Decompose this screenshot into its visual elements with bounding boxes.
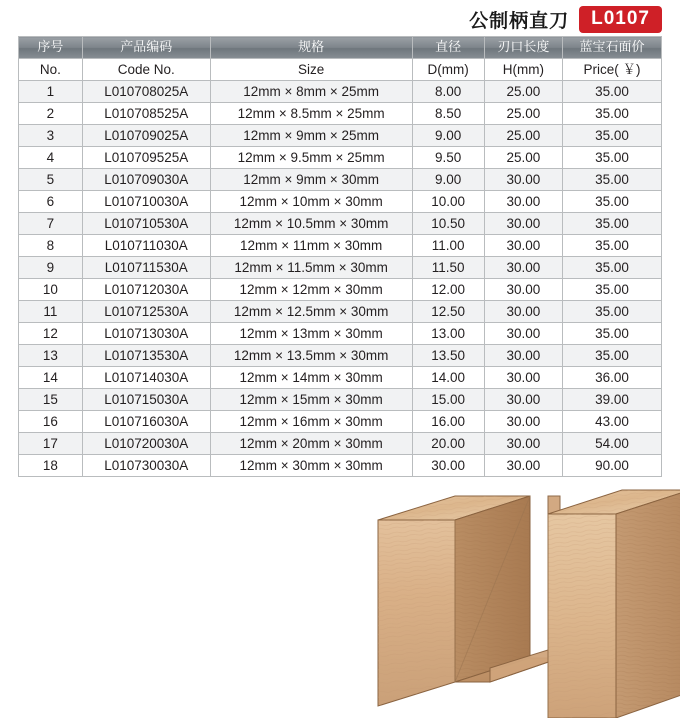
cell-no: 6 xyxy=(19,191,83,213)
cell-price: 35.00 xyxy=(563,345,662,367)
cell-price: 39.00 xyxy=(563,389,662,411)
cell-diameter: 9.00 xyxy=(412,125,484,147)
cell-code: L010712530A xyxy=(82,301,210,323)
header-cn-price: 蓝宝石面价 xyxy=(563,37,662,59)
spec-table-wrap xyxy=(0,36,680,477)
cell-diameter: 11.00 xyxy=(412,235,484,257)
cell-code: L010712030A xyxy=(82,279,210,301)
cell-size: 12mm × 15mm × 30mm xyxy=(210,389,412,411)
cell-no: 14 xyxy=(19,367,83,389)
cell-price: 35.00 xyxy=(563,279,662,301)
product-code-badge: L0107 xyxy=(579,6,662,33)
header-en-len: H(mm) xyxy=(484,59,562,81)
table-row xyxy=(19,389,662,411)
cell-no: 15 xyxy=(19,389,83,411)
table-row xyxy=(19,235,662,257)
table-row xyxy=(19,367,662,389)
cell-no: 4 xyxy=(19,147,83,169)
cell-length: 30.00 xyxy=(484,257,562,279)
cell-diameter: 9.00 xyxy=(412,169,484,191)
cell-code: L010709025A xyxy=(82,125,210,147)
cell-length: 25.00 xyxy=(484,147,562,169)
header-cn-len: 刃口长度 xyxy=(484,37,562,59)
cell-code: L010709030A xyxy=(82,169,210,191)
cell-code: L010716030A xyxy=(82,411,210,433)
cell-size: 12mm × 9mm × 30mm xyxy=(210,169,412,191)
cell-no: 18 xyxy=(19,455,83,477)
cell-length: 30.00 xyxy=(484,345,562,367)
cell-size: 12mm × 11mm × 30mm xyxy=(210,235,412,257)
cell-diameter: 20.00 xyxy=(412,433,484,455)
cell-diameter: 10.50 xyxy=(412,213,484,235)
cell-size: 12mm × 14mm × 30mm xyxy=(210,367,412,389)
cell-code: L010708525A xyxy=(82,103,210,125)
page-title: 公制柄直刀 xyxy=(469,9,570,32)
cell-size: 12mm × 12mm × 30mm xyxy=(210,279,412,301)
header-en-dia: D(mm) xyxy=(412,59,484,81)
cell-length: 30.00 xyxy=(484,213,562,235)
cell-code: L010715030A xyxy=(82,389,210,411)
header-cn-code: 产品编码 xyxy=(82,37,210,59)
cell-code: L010714030A xyxy=(82,367,210,389)
table-row xyxy=(19,257,662,279)
cell-no: 12 xyxy=(19,323,83,345)
cell-length: 25.00 xyxy=(484,103,562,125)
cell-diameter: 12.50 xyxy=(412,301,484,323)
cell-diameter: 14.00 xyxy=(412,367,484,389)
cell-size: 12mm × 16mm × 30mm xyxy=(210,411,412,433)
cell-price: 35.00 xyxy=(563,191,662,213)
cell-length: 30.00 xyxy=(484,389,562,411)
cell-price: 35.00 xyxy=(563,81,662,103)
table-row xyxy=(19,169,662,191)
cell-price: 35.00 xyxy=(563,323,662,345)
cell-no: 16 xyxy=(19,411,83,433)
cell-diameter: 16.00 xyxy=(412,411,484,433)
cell-length: 30.00 xyxy=(484,455,562,477)
table-row xyxy=(19,125,662,147)
cell-price: 43.00 xyxy=(563,411,662,433)
page-header xyxy=(0,0,680,36)
cell-size: 12mm × 11.5mm × 30mm xyxy=(210,257,412,279)
cell-no: 17 xyxy=(19,433,83,455)
cell-diameter: 8.50 xyxy=(412,103,484,125)
table-row xyxy=(19,433,662,455)
header-en-price: Price( ￥) xyxy=(563,59,662,81)
cell-code: L010711530A xyxy=(82,257,210,279)
table-row xyxy=(19,279,662,301)
cell-no: 1 xyxy=(19,81,83,103)
cell-code: L010720030A xyxy=(82,433,210,455)
cell-size: 12mm × 10mm × 30mm xyxy=(210,191,412,213)
cell-length: 25.00 xyxy=(484,81,562,103)
table-row xyxy=(19,301,662,323)
cell-price: 36.00 xyxy=(563,367,662,389)
cell-size: 12mm × 20mm × 30mm xyxy=(210,433,412,455)
header-cn-dia: 直径 xyxy=(412,37,484,59)
cell-length: 30.00 xyxy=(484,191,562,213)
cell-no: 13 xyxy=(19,345,83,367)
cell-length: 30.00 xyxy=(484,169,562,191)
cell-price: 35.00 xyxy=(563,125,662,147)
cell-price: 35.00 xyxy=(563,103,662,125)
wood-block-svg xyxy=(0,482,680,718)
cell-price: 35.00 xyxy=(563,257,662,279)
cell-code: L010710030A xyxy=(82,191,210,213)
cell-code: L010713530A xyxy=(82,345,210,367)
cell-price: 35.00 xyxy=(563,147,662,169)
cell-length: 30.00 xyxy=(484,367,562,389)
cell-length: 30.00 xyxy=(484,411,562,433)
cell-code: L010713030A xyxy=(82,323,210,345)
cell-no: 5 xyxy=(19,169,83,191)
cell-length: 30.00 xyxy=(484,279,562,301)
cell-no: 8 xyxy=(19,235,83,257)
cell-price: 90.00 xyxy=(563,455,662,477)
cell-size: 12mm × 12.5mm × 30mm xyxy=(210,301,412,323)
cell-code: L010708025A xyxy=(82,81,210,103)
cell-length: 25.00 xyxy=(484,125,562,147)
cell-size: 12mm × 10.5mm × 30mm xyxy=(210,213,412,235)
header-en-code: Code No. xyxy=(82,59,210,81)
cell-price: 35.00 xyxy=(563,169,662,191)
cell-price: 54.00 xyxy=(563,433,662,455)
cell-length: 30.00 xyxy=(484,323,562,345)
cell-no: 11 xyxy=(19,301,83,323)
table-row xyxy=(19,147,662,169)
table-row xyxy=(19,455,662,477)
table-row xyxy=(19,81,662,103)
table-row xyxy=(19,213,662,235)
cell-diameter: 30.00 xyxy=(412,455,484,477)
cell-diameter: 12.00 xyxy=(412,279,484,301)
table-row xyxy=(19,103,662,125)
header-en-size: Size xyxy=(210,59,412,81)
header-en-no: No. xyxy=(19,59,83,81)
cell-length: 30.00 xyxy=(484,235,562,257)
cell-size: 12mm × 30mm × 30mm xyxy=(210,455,412,477)
cell-diameter: 13.00 xyxy=(412,323,484,345)
header-cn-no: 序号 xyxy=(19,37,83,59)
cell-size: 12mm × 9.5mm × 25mm xyxy=(210,147,412,169)
table-row xyxy=(19,411,662,433)
cell-size: 12mm × 8.5mm × 25mm xyxy=(210,103,412,125)
table-header-en xyxy=(19,59,662,81)
cell-code: L010711030A xyxy=(82,235,210,257)
cell-code: L010730030A xyxy=(82,455,210,477)
cell-code: L010709525A xyxy=(82,147,210,169)
cell-diameter: 11.50 xyxy=(412,257,484,279)
cell-price: 35.00 xyxy=(563,301,662,323)
spec-table xyxy=(18,36,662,477)
cell-diameter: 13.50 xyxy=(412,345,484,367)
product-illustration xyxy=(0,482,680,718)
cell-diameter: 8.00 xyxy=(412,81,484,103)
cell-diameter: 15.00 xyxy=(412,389,484,411)
table-row xyxy=(19,345,662,367)
cell-price: 35.00 xyxy=(563,235,662,257)
cell-size: 12mm × 13.5mm × 30mm xyxy=(210,345,412,367)
cell-size: 12mm × 9mm × 25mm xyxy=(210,125,412,147)
cell-diameter: 9.50 xyxy=(412,147,484,169)
cell-size: 12mm × 13mm × 30mm xyxy=(210,323,412,345)
cell-no: 2 xyxy=(19,103,83,125)
table-row xyxy=(19,323,662,345)
table-header-cn xyxy=(19,37,662,59)
cell-no: 9 xyxy=(19,257,83,279)
cell-length: 30.00 xyxy=(484,433,562,455)
cell-code: L010710530A xyxy=(82,213,210,235)
table-row xyxy=(19,191,662,213)
cell-diameter: 10.00 xyxy=(412,191,484,213)
cell-price: 35.00 xyxy=(563,213,662,235)
cell-length: 30.00 xyxy=(484,301,562,323)
header-cn-size: 规格 xyxy=(210,37,412,59)
cell-no: 10 xyxy=(19,279,83,301)
cell-size: 12mm × 8mm × 25mm xyxy=(210,81,412,103)
cell-no: 7 xyxy=(19,213,83,235)
cell-no: 3 xyxy=(19,125,83,147)
